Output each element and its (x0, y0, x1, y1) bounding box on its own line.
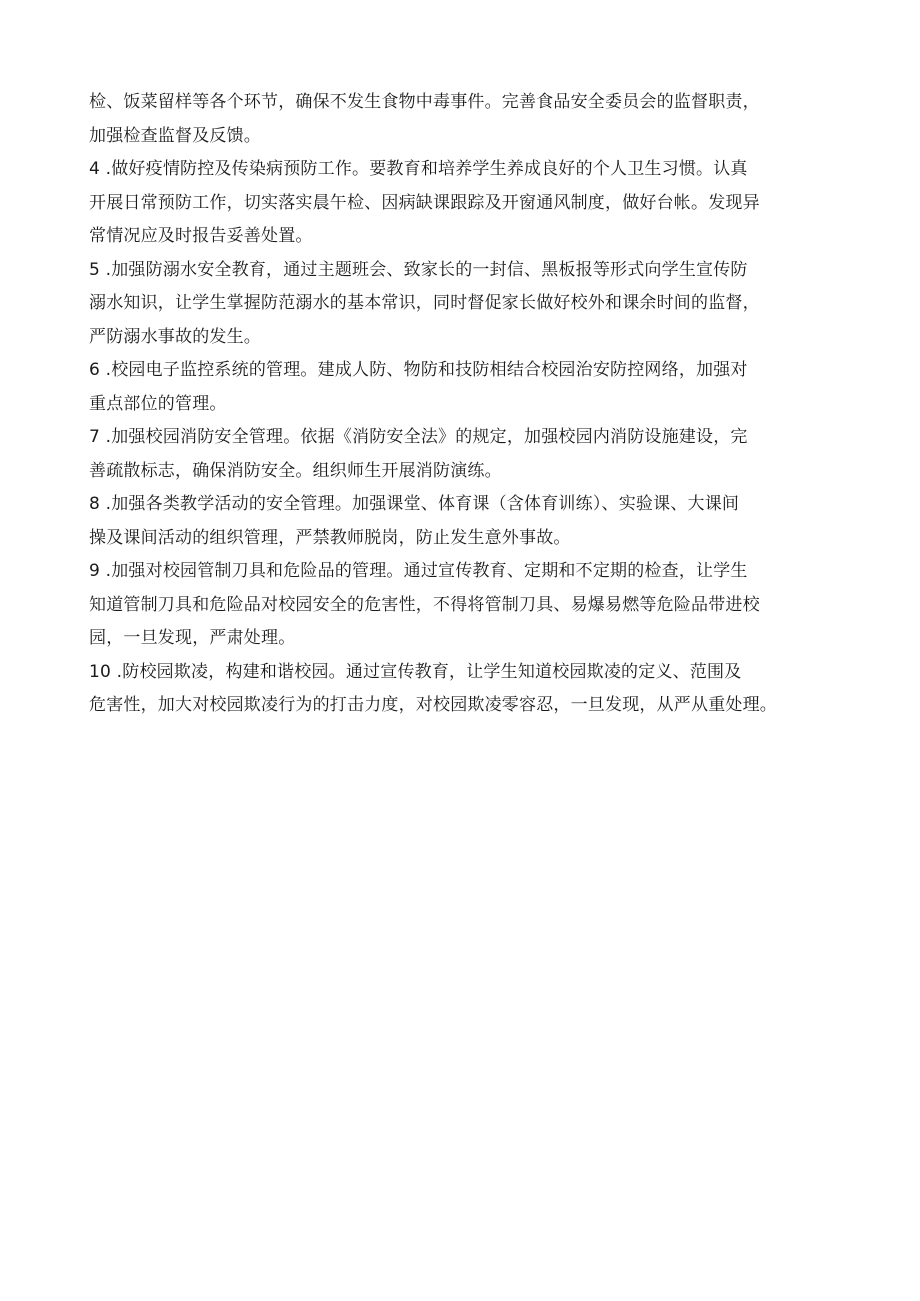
text-line: 8 .加强各类教学活动的安全管理。加强课堂、体育课（含体育训练）、实验课、大课间 (89, 494, 740, 514)
paragraph-item-7 (89, 421, 829, 488)
paragraph-item-5 (89, 254, 829, 355)
paragraph-food-safety-continued (89, 86, 829, 153)
text-line: 开展日常预防工作，切实落实晨午检、因病缺课跟踪及开窗通风制度，做好台帐。发现异 (89, 192, 760, 213)
text-line: 操及课间活动的组织管理，严禁教师脱岗，防止发生意外事故。 (89, 527, 571, 548)
text-line: 5 .加强防溺水安全教育，通过主题班会、致家长的一封信、黑板报等形式向学生宣传防 (89, 259, 748, 280)
text-line: 加强检查监督及反馈。 (89, 125, 261, 146)
text-line: 危害性，加大对校园欺凌行为的打击力度，对校园欺凌零容忍，一旦发现，从严从重处理。 (89, 695, 777, 715)
text-line: 园，一旦发现，严肃处理。 (89, 628, 296, 648)
text-line: 常情况应及时报告妥善处置。 (89, 226, 313, 246)
document-body (89, 86, 829, 723)
paragraph-item-4 (89, 153, 829, 254)
paragraph-item-10 (89, 656, 829, 723)
paragraph-item-9 (89, 555, 829, 656)
text-line: 知道管制刀具和危险品对校园安全的危害性，不得将管制刀具、易爆易燃等危险品带进校 (89, 594, 760, 615)
text-line: 10 .防校园欺凌，构建和谐校园。通过宣传教育，让学生知道校园欺凌的定义、范围及 (89, 661, 742, 682)
paragraph-item-6 (89, 354, 829, 421)
text-line: 善疏散标志，确保消防安全。组织师生开展消防演练。 (89, 460, 502, 481)
paragraph-item-8 (89, 488, 829, 555)
text-line: 重点部位的管理。 (89, 393, 227, 414)
text-line: 严防溺水事故的发生。 (89, 326, 261, 347)
text-line: 4 .做好疫情防控及传染病预防工作。要教育和培养学生养成良好的个人卫生习惯。认真 (89, 159, 748, 179)
text-line: 6 .校园电子监控系统的管理。建成人防、物防和技防相结合校园治安防控网络，加强对 (89, 360, 748, 380)
text-line: 溺水知识，让学生掌握防范溺水的基本常识，同时督促家长做好校外和课余时间的监督， (89, 293, 760, 313)
text-line: 7 .加强校园消防安全管理。依据《消防安全法》的规定，加强校园内消防设施建设，完 (89, 427, 748, 447)
text-line: 检、饭菜留样等各个环节，确保不发生食物中毒事件。完善食品安全委员会的监督职责， (89, 92, 760, 112)
text-line: 9 .加强对校园管制刀具和危险品的管理。通过宣传教育、定期和不定期的检查，让学生 (89, 561, 748, 581)
